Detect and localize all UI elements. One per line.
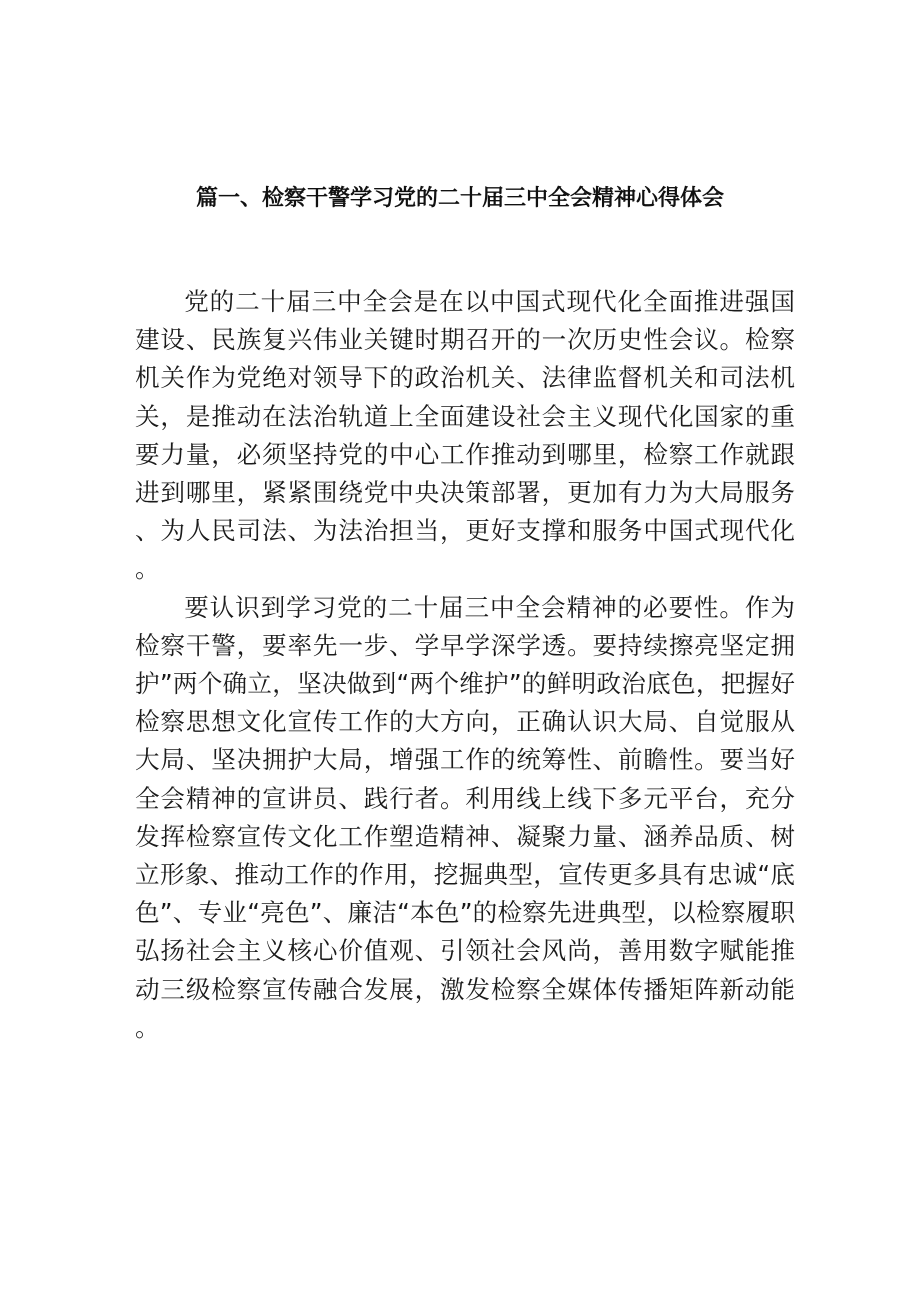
- paragraph-2: 要认识到学习党的二十届三中全会精神的必要性。作为检察干警，要率先一步、学早学深学透。要持续擦亮坚定拥护”两个确立，坚决做到“两个维护”的鲜明政治底色，把握好检察思想文化宣传工作的大方向，正确认识大局、自觉服从大局、坚决拥护大局，增强工作的统筹性、前瞻性。要当好全会精神的宣讲员、践行者。利用线上线下多元平台，充分发挥检察宣传文化工作塑造精神、凝聚力量、涵养品质、树立形象、推动工作的作用，挖掘典型，宣传更多具有忠诚“底色”、专业“亮色”、廉洁“本色”的检察先进典型，以检察履职弘扬社会主义核心价值观、引领社会风尚，善用数字赋能推动三级检察宣传融合发展，激发检察全媒体传播矩阵新动能。: [135, 592, 795, 1042]
- paragraph-1: 党的二十届三中全会是在以中国式现代化全面推进强国建设、民族复兴伟业关键时期召开的一次历史性会议。检察机关作为党绝对领导下的政治机关、法律监督机关和司法机关，是推动在法治轨道上全面建设社会主义现代化国家的重要力量，必须坚持党的中心工作推动到哪里，检察工作就跟进到哪里，紧紧围绕党中央决策部署，更加有力为大局服务、为人民司法、为法治担当，更好支撑和服务中国式现代化。: [135, 287, 795, 584]
- document-title: 篇一、检察干警学习党的二十届三中全会精神心得体会: [195, 186, 724, 211]
- document-body: [135, 283, 795, 1047]
